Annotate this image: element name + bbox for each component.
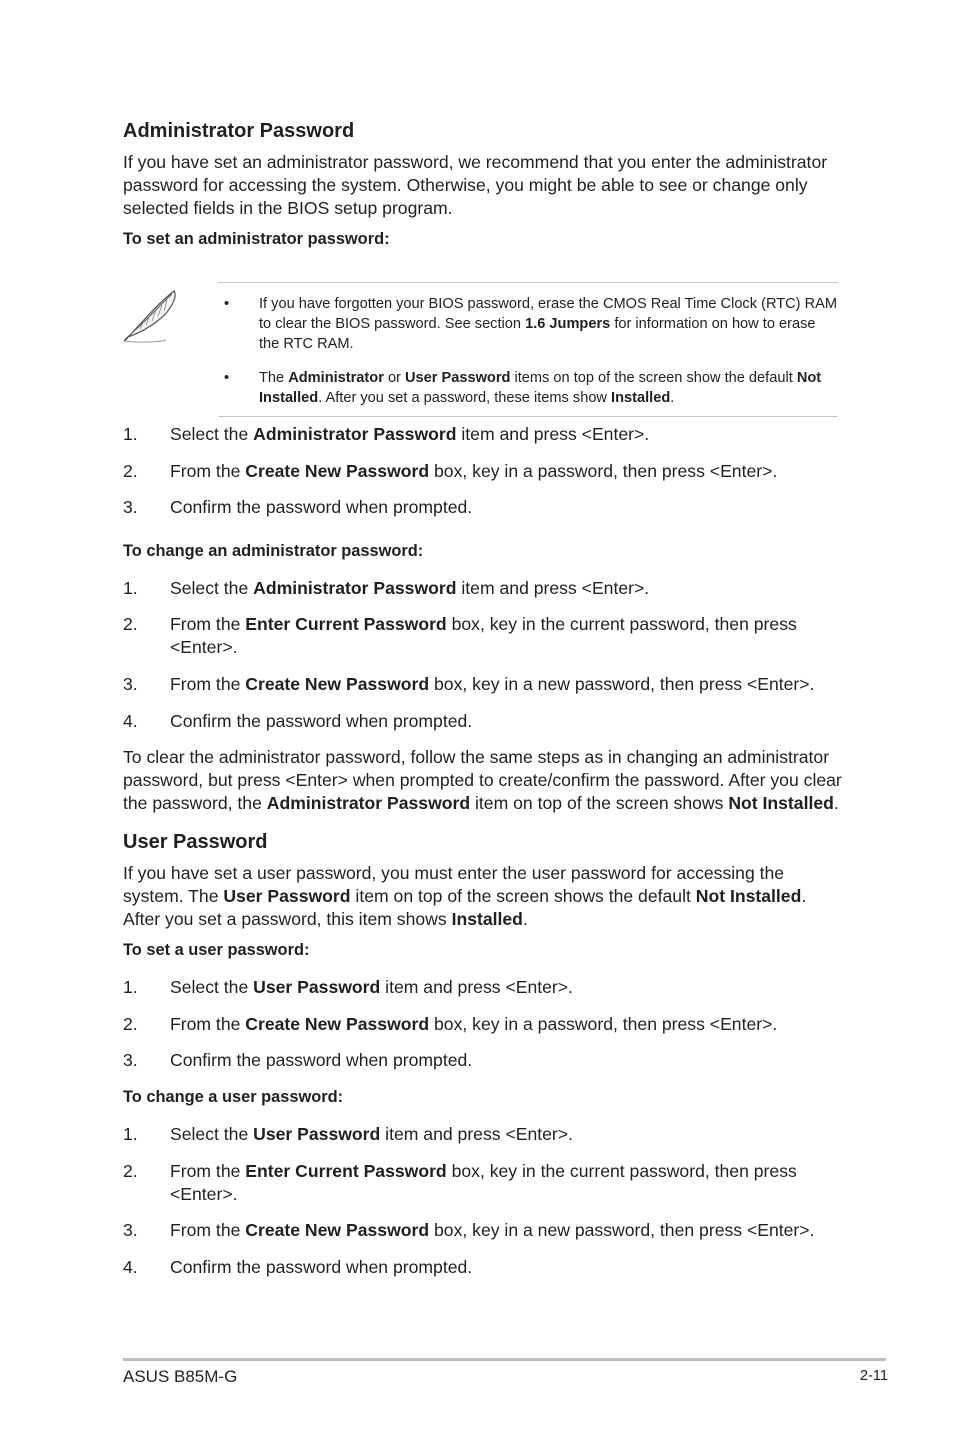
step-number: 4. <box>123 711 138 731</box>
step-number: 4. <box>123 1257 138 1277</box>
step-number: 1. <box>123 977 138 997</box>
admin-set-title: To set an administrator password: <box>123 230 390 248</box>
user-intro: If you have set a user password, you must enter the user password for accessing the system. The User Password item on top of the screen shows the default Not Installed. After you set a password, this item shows Installed. <box>123 863 807 929</box>
step-number: 3. <box>123 674 138 694</box>
footer-rule <box>123 1358 886 1361</box>
step-text: From the Enter Current Password box, key in the current password, then press <Enter>. <box>170 614 797 657</box>
user-heading: User Password <box>123 831 268 853</box>
step-text: Confirm the password when prompted. <box>170 711 473 731</box>
step-number: 1. <box>123 424 138 444</box>
step-text: Confirm the password when prompted. <box>170 497 473 517</box>
step-number: 1. <box>123 578 138 598</box>
step-text: Select the Administrator Password item and press <Enter>. <box>170 578 650 598</box>
step-number: 2. <box>123 1014 138 1034</box>
step-number: 2. <box>123 461 138 481</box>
step-text: Select the User Password item and press <Enter>. <box>170 1124 573 1144</box>
note-top-rule <box>218 282 838 283</box>
page-number: 2-11 <box>859 1368 888 1384</box>
admin-clear-paragraph: To clear the administrator password, follow the same steps as in changing an administrator password, but press <Enter> when prompted to create/confirm the password. After you clear the password, the Administrator Password item on top of the screen shows Not Installed. <box>123 747 842 813</box>
step-number: 3. <box>123 1220 138 1240</box>
note-item-text: The Administrator or User Password items on top of the screen show the default Not Installed. After you set a password, these items show Installed. <box>259 370 822 406</box>
admin-heading: Administrator Password <box>123 120 355 142</box>
user-set-title: To set a user password: <box>123 941 310 959</box>
step-number: 3. <box>123 497 138 517</box>
step-text: Confirm the password when prompted. <box>170 1257 473 1277</box>
step-text: From the Create New Password box, key in a password, then press <Enter>. <box>170 461 778 481</box>
step-text: Select the Administrator Password item and press <Enter>. <box>170 424 650 444</box>
user-change-title: To change a user password: <box>123 1088 344 1106</box>
step-text: From the Create New Password box, key in a password, then press <Enter>. <box>170 1014 778 1034</box>
step-text: Confirm the password when prompted. <box>170 1050 473 1070</box>
step-text: From the Enter Current Password box, key in the current password, then press <Enter>. <box>170 1161 797 1204</box>
note-bullet: • <box>224 296 230 312</box>
step-number: 1. <box>123 1124 138 1144</box>
step-number: 3. <box>123 1050 138 1070</box>
note-bullet: • <box>224 370 230 386</box>
note-item-text: If you have forgotten your BIOS password, erase the CMOS Real Time Clock (RTC) RAM to clear the BIOS password. See section 1.6 Jumpers for information on how to erase the RTC RAM. <box>259 296 838 352</box>
footer-product: ASUS B85M-G <box>123 1367 238 1386</box>
step-text: Select the User Password item and press <Enter>. <box>170 977 573 997</box>
step-number: 2. <box>123 614 138 634</box>
step-number: 2. <box>123 1161 138 1181</box>
pen-note-icon <box>120 285 182 345</box>
step-text: From the Create New Password box, key in a new password, then press <Enter>. <box>170 674 815 694</box>
note-bottom-rule <box>218 416 838 417</box>
admin-intro: If you have set an administrator password, we recommend that you enter the administrator password for accessing the system. Otherwise, you might be able to see or change only selected fields in the BIOS setup program. <box>123 152 828 218</box>
step-text: From the Create New Password box, key in a new password, then press <Enter>. <box>170 1220 815 1240</box>
admin-change-title: To change an administrator password: <box>123 542 424 560</box>
